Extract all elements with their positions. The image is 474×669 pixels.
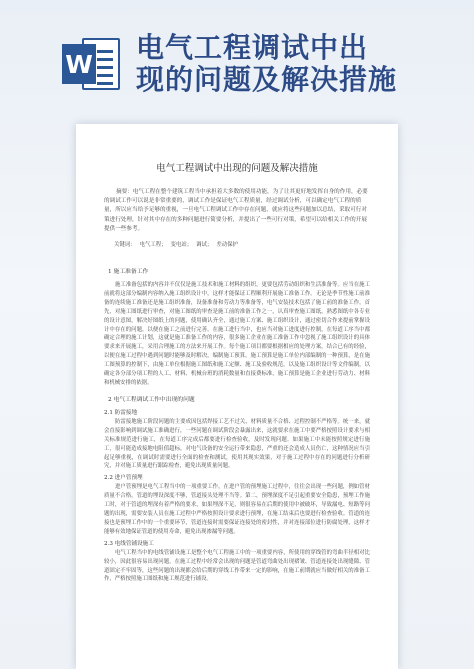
banner-title-line-2: 现的问题及解决措施: [136, 63, 398, 96]
banner-title-line-1: 电气工程调试中出: [136, 31, 369, 64]
section-1-paragraph: 施工准备包括的内容并不仅仅是施工技术和施工材料的组织，更要包括劳动组织和生活准备等。应当在施工前就将这部分编制内容纳入施工组织设计中，这样才能保证工程顺利开展施工准备工作。无论是季节性施工前准备的连续施工准备还是施工组织准备，设备准备和劳动力等准备等，电气安装技术包括了施工前的准备工作，首先，对施工图纸进行审查，对施工图纸的审查是施工前的准备工作之一，认真审查施工图纸，熟悉图纸中各专业的设计意图，解决好图纸上的问题，使用确认齐全，通过施工方案、施工组织设计，通过密切合作来提前掌握设计中存在的问题，以便在施工之前进行完善。在施工进行当中，也应当对施工进度进行控制，在每道工序当中都确定合理的施工计划，这就是施工准备工作的内容，很多施工企业在施工准备工作中忽视了施工组织设计的具体要求来开展施工，采用合理施工的方法来开展工作。每个施工项目都要根据相应的处理方案，结合已有的经验，以便在施工过程中遇到问题时能够及时解决，编制施工预算，施工预算是施工单位内部编制的一种预算，是在施工图预算的控制下，由施工单位根据施工图纸和施工定额、施工及验收规范，以及施工组织设计等文件编制，以确定各分部分项工程的人工、材料、机械台班的消耗数量和直接费标准，施工预算是施工企业进行劳动力、材料和机械安排的依据。: [104, 282, 370, 386]
keywords-line: [114, 241, 370, 250]
keyword: 差动保护: [216, 242, 238, 249]
subsection-2-2-paragraph: 进户管预埋是电气工程当中的一项重要工作，在进户管的预埋施工过程中，往往会出现一些问题，例如管材质量不合格，管道的埋设深度不够，管道接头处理不当等。第二，预埋深度不足引起重要安全隐患，预埋工作施工时，对于管道的埋深有着严格的要求，如果埋深不足，则很容易在后期的使用中被破坏，导致漏电、短路等问题的出现，需要安装人员在施工过程中严格按照设计要求进行预埋，在施工结束后也要进行检查验收。管道的连接也是预埋工作中的一个重要环节，管道连接时需要保证连接处的密封性，并对连接部位进行防腐处理，这样才能够有效地保证管道的使用寿命，避免出现渗漏等问题。: [104, 484, 370, 535]
banner-title: [136, 32, 456, 96]
keyword: 调试；: [196, 242, 213, 249]
document-title: 电气工程调试中出现的问题及解决措施: [156, 163, 318, 174]
subsection-heading-2-2: 2.2 进户管预埋: [104, 475, 143, 482]
document-page: [76, 124, 398, 669]
header-banner: [0, 0, 474, 118]
abstract: 摘要：电气工程在整个建筑工程当中承担着大多数的使用功能，为了让其更好地发挥自身的作用，必要的调试工作可以说是非常重要的，调试工作是保证电气工程质量，经过调试分析，可以确定电气工程的质量，所以应当给予足够的重视，一旦电气工程调试工作中存在问题，就应将这些问题加以总结，采取可行对策进行处理，针对其中存在的多种问题进行简要分析，并提出了一些可行对策，希望可以给相关工作的开展提供一些参考。: [104, 189, 368, 232]
subsection-heading-2-1: 2.1 防雷接地: [104, 409, 138, 416]
section-heading-2: 2 电气工程调试工作中出现的问题: [108, 396, 195, 403]
subsection-heading-2-3: 2.3 电线管铺设施工: [104, 540, 154, 547]
subsection-2-1-paragraph: 防雷接地施工阶段问题的主要成因包括焊接工艺不过关、材料质量不合格、过程控制不严格等。统一来，就会直接影响到调试施工准确进行，一些问题在调试阶段会暴露出来，这就要求在施工中要严格按照设计要求与相关标准规范进行施工，在每道工序完成后都要进行检查验收，及时发现问题。如果施工中未能按照规定进行施工，很可能造成接地电阻值超标，对电气设备的安全运行带来隐患，严重的还会造成人员伤亡，这种情况应当引起足够重视，在调试时需要进行全面的检查和测试，使用其现实效果，对于施工过程中存在的问题进行分析研究，并对施工质量进行跟踪检查，避免出现质量问题。: [104, 418, 370, 470]
subsection-2-3-paragraph: 电气工程当中的电线管铺设施工是整个电气工程施工中的一项重要内容，所使用的穿线管的弯曲半径相对比较小，因此很容易出现问题，在施工过程中经常会出现的问题是管道弯曲处出现褶皱、管道连接处出现缝隙、管道固定不牢固等，这些问题的出现都会给后期的穿线工作带来一定的影响，在施工前期就应当做好相关的准备工作，严格按照施工图纸和施工规范进行铺设。: [104, 549, 370, 583]
section-heading-1: 1 施工准备工作: [108, 269, 149, 276]
word-document-icon: [62, 34, 124, 94]
keywords-label: 关键词：: [114, 242, 136, 249]
keyword: 变电站；: [170, 242, 193, 249]
word-logo-letter: W: [62, 44, 96, 84]
keyword: 电气工程；: [139, 242, 167, 249]
